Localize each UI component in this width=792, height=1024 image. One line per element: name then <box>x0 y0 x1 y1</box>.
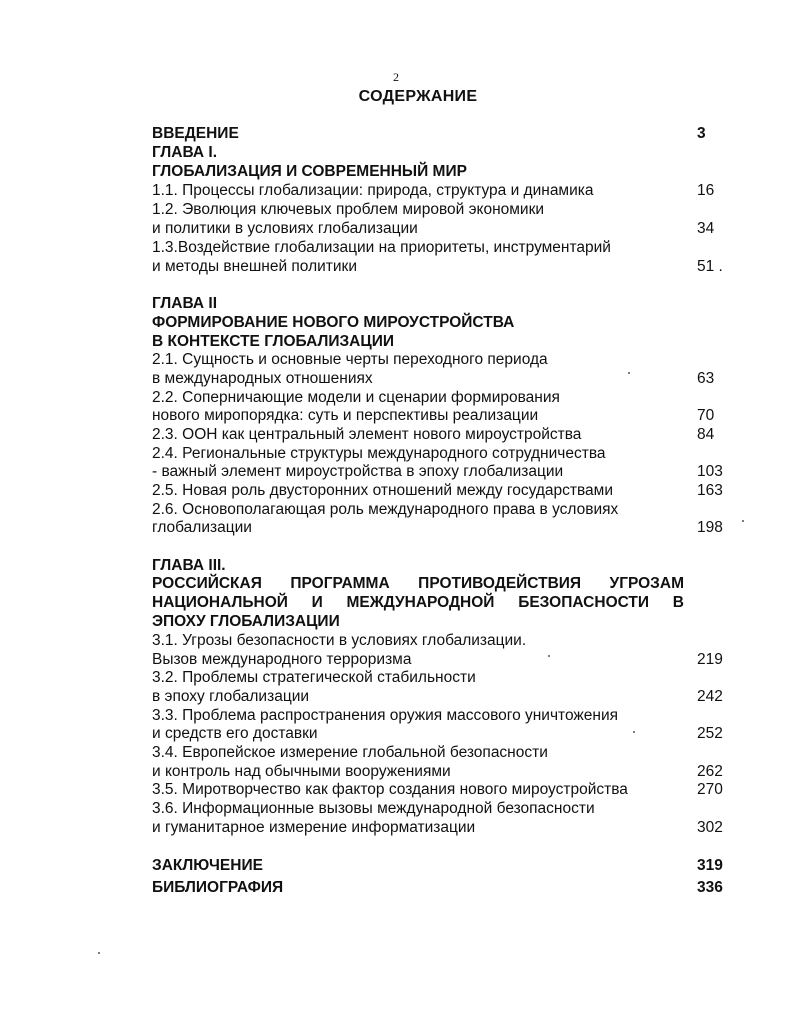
toc-section-3-6: 3.6. Информационные вызовы международной безопасности <box>152 800 595 817</box>
chapter-3-number: ГЛАВА III. <box>152 557 226 574</box>
chapter-3-title: РОССИЙСКАЯ ПРОГРАММА ПРОТИВОДЕЙСТВИЯ УГРОЗАМ <box>152 575 684 592</box>
toc-page-number: 336 <box>697 879 723 896</box>
toc-page-number: 34 <box>697 220 715 237</box>
toc-page-number: 3 <box>697 125 706 142</box>
toc-page-number: 242 <box>697 688 723 705</box>
toc-page-number: 252 <box>697 725 723 742</box>
toc-section-2-1-cont: в международных отношениях 63 <box>152 370 715 387</box>
toc-page-number: 319 <box>697 857 723 874</box>
toc-entry-conclusion: ЗАКЛЮЧЕНИЕ 319 <box>152 857 723 874</box>
toc-section-1-1: 1.1. Процессы глобализации: природа, структура и динамика 16 <box>152 182 715 199</box>
toc-section-2-2: 2.2. Соперничающие модели и сценарии формирования <box>152 389 560 406</box>
toc-page-number: 198 <box>697 519 723 536</box>
toc-section-3-2-cont: в эпоху глобализации 242 <box>152 688 723 705</box>
toc-entry-bibliography: БИБЛИОГРАФИЯ 336 <box>152 879 723 896</box>
toc-page-number: 51 . <box>697 258 723 275</box>
toc-section-2-6: 2.6. Основополагающая роль международного права в условиях <box>152 501 619 518</box>
toc-section-2-2-cont: нового миропорядка: суть и перспективы реализации 70 <box>152 407 715 424</box>
toc-page-number: 262 <box>697 763 723 780</box>
toc-section-1-3: 1.3.Воздействие глобализации на приоритеты, инструментарий <box>152 239 611 256</box>
chapter-1-number: ГЛАВА I. <box>152 144 218 161</box>
scan-speck <box>548 655 550 657</box>
toc-section-3-5: 3.5. Миротворчество как фактор создания нового мироустройства 270 <box>152 781 723 798</box>
toc-section-3-2: 3.2. Проблемы стратегической стабильности <box>152 669 476 686</box>
toc-page-number: 270 <box>697 781 723 798</box>
toc-page-number: 302 <box>697 819 723 836</box>
toc-section-2-1: 2.1. Сущность и основные черты переходного периода <box>152 351 548 368</box>
scan-speck <box>742 520 744 522</box>
toc-entry-label: ВВЕДЕНИЕ <box>152 125 239 142</box>
toc-section-2-5: 2.5. Новая роль двусторонних отношений между государствами 163 <box>152 482 723 499</box>
toc-section-2-4: 2.4. Региональные структуры международного сотрудничества <box>152 445 606 462</box>
toc-page-number: 103 <box>697 463 723 480</box>
chapter-1-title: ГЛОБАЛИЗАЦИЯ И СОВРЕМЕННЫЙ МИР <box>152 163 467 180</box>
toc-page-number: 63 <box>697 370 715 387</box>
toc-section-2-3: 2.3. ООН как центральный элемент нового мироустройства 84 <box>152 426 715 443</box>
scan-speck <box>628 372 630 374</box>
toc-section-3-4-cont: и контроль над обычными вооружениями 262 <box>152 763 723 780</box>
scan-speck <box>633 731 635 733</box>
toc-page-number: 84 <box>697 426 715 443</box>
toc-page-number: 163 <box>697 482 723 499</box>
toc-title: СОДЕРЖАНИЕ <box>358 88 478 105</box>
toc-page-number: 70 <box>697 407 715 424</box>
toc-section-3-1-cont: Вызов международного терроризма 219 <box>152 651 723 668</box>
page-number: 2 <box>393 70 399 84</box>
toc-section-1-2-cont: и политики в условиях глобализации 34 <box>152 220 715 237</box>
toc-section-3-3: 3.3. Проблема распространения оружия массового уничтожения <box>152 707 619 724</box>
toc-page-number: 16 <box>697 182 715 199</box>
chapter-2-title-cont: В КОНТЕКСТЕ ГЛОБАЛИЗАЦИИ <box>152 333 394 350</box>
toc-section-1-3-cont: и методы внешней политики 51 . <box>152 258 723 275</box>
chapter-2-title: ФОРМИРОВАНИЕ НОВОГО МИРОУСТРОЙСТВА <box>152 314 515 331</box>
chapter-3-title-end: ЭПОХУ ГЛОБАЛИЗАЦИИ <box>152 613 340 630</box>
toc-section-3-3-cont: и средств его доставки 252 <box>152 725 723 742</box>
scan-speck <box>98 952 100 954</box>
toc-section-2-6-cont: глобализации 198 <box>152 519 723 536</box>
toc-section-1-2: 1.2. Эволюция ключевых проблем мировой экономики <box>152 201 545 218</box>
toc-section-3-6-cont: и гуманитарное измерение информатизации 302 <box>152 819 723 836</box>
chapter-2-number: ГЛАВА II <box>152 295 218 312</box>
toc-entry-intro <box>152 124 726 143</box>
chapter-3-title-cont: НАЦИОНАЛЬНОЙ И МЕЖДУНАРОДНОЙ БЕЗОПАСНОСТИ В <box>152 594 684 611</box>
toc-section-2-4-cont: - важный элемент мироустройства в эпоху глобализации 103 <box>152 463 723 480</box>
toc-page-number: 219 <box>697 651 723 668</box>
toc-section-3-4: 3.4. Европейское измерение глобальной безопасности <box>152 744 548 761</box>
toc-section-3-1: 3.1. Угрозы безопасности в условиях глобализации. <box>152 632 527 649</box>
